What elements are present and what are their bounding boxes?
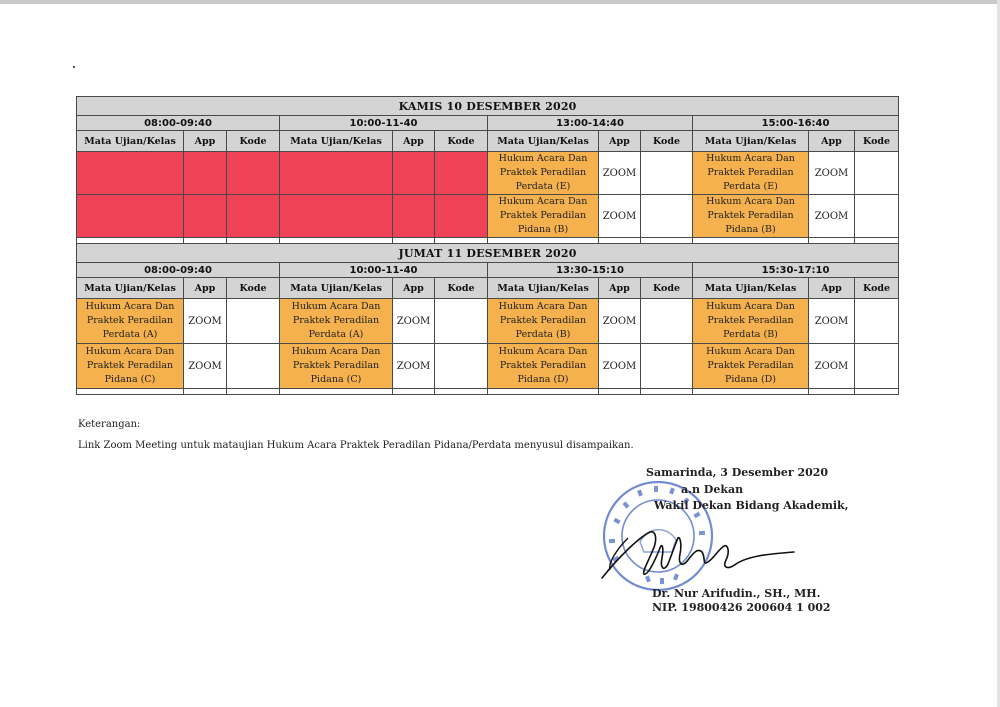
time-slot: 08:00-09:40: [77, 263, 280, 278]
column-header-app: App: [184, 278, 227, 299]
kode-cell: [855, 152, 899, 195]
signatory-name: Dr. Nur Arifudin., SH., MH.: [652, 587, 821, 600]
column-header-app: App: [809, 131, 855, 152]
app-cell: ZOOM: [599, 344, 641, 389]
exam-schedule-table: [76, 96, 899, 395]
column-header-subject: Mata Ujian/Kelas: [280, 278, 393, 299]
unavailable-cell: [435, 152, 488, 195]
column-header-subject: Mata Ujian/Kelas: [488, 131, 599, 152]
column-header-row: [77, 278, 899, 299]
column-header-kode: Kode: [227, 278, 280, 299]
column-header-kode: Kode: [855, 278, 899, 299]
column-header-kode: Kode: [641, 278, 693, 299]
column-header-app: App: [184, 131, 227, 152]
app-cell: ZOOM: [809, 195, 855, 238]
unavailable-cell: [227, 195, 280, 238]
subject-cell: Hukum Acara Dan Praktek Peradilan Perdata (E): [693, 152, 809, 195]
unavailable-cell: [77, 152, 184, 195]
subject-cell: Hukum Acara Dan Praktek Peradilan Pidana (D): [488, 344, 599, 389]
app-cell: ZOOM: [599, 299, 641, 344]
unavailable-cell: [435, 195, 488, 238]
unavailable-cell: [227, 152, 280, 195]
time-slot: 13:30-15:10: [488, 263, 693, 278]
subject-cell: Hukum Acara Dan Praktek Peradilan Pidana (C): [77, 344, 184, 389]
column-header-kode: Kode: [855, 131, 899, 152]
app-cell: ZOOM: [393, 299, 435, 344]
scan-speck: [73, 66, 75, 68]
table-row: [77, 344, 899, 389]
column-header-subject: Mata Ujian/Kelas: [693, 131, 809, 152]
column-header-subject: Mata Ujian/Kelas: [488, 278, 599, 299]
time-slot: 13:00-14:40: [488, 116, 693, 131]
day-header-row: [77, 97, 899, 116]
app-cell: ZOOM: [393, 344, 435, 389]
subject-cell: Hukum Acara Dan Praktek Peradilan Perdata (E): [488, 152, 599, 195]
column-header-kode: Kode: [641, 131, 693, 152]
day-header-row: [77, 244, 899, 263]
unavailable-cell: [280, 195, 393, 238]
handwritten-signature: [598, 518, 798, 590]
app-cell: ZOOM: [809, 344, 855, 389]
column-header-app: App: [393, 278, 435, 299]
column-header-subject: Mata Ujian/Kelas: [77, 278, 184, 299]
column-header-app: App: [809, 278, 855, 299]
app-cell: ZOOM: [809, 299, 855, 344]
column-header-kode: Kode: [435, 131, 488, 152]
subject-cell: Hukum Acara Dan Praktek Peradilan Pidana (B): [693, 195, 809, 238]
column-header-kode: Kode: [435, 278, 488, 299]
subject-cell: Hukum Acara Dan Praktek Peradilan Perdata (A): [280, 299, 393, 344]
app-cell: ZOOM: [184, 344, 227, 389]
signatory-nip: NIP. 19800426 200604 1 002: [652, 601, 831, 614]
time-slot-row: [77, 263, 899, 278]
time-slot: 15:00-16:40: [693, 116, 899, 131]
column-header-subject: Mata Ujian/Kelas: [77, 131, 184, 152]
column-header-subject: Mata Ujian/Kelas: [693, 278, 809, 299]
signature-place-date: Samarinda, 3 Desember 2020: [646, 466, 829, 479]
unavailable-cell: [393, 195, 435, 238]
subject-cell: Hukum Acara Dan Praktek Peradilan Pidana (D): [693, 344, 809, 389]
spacer-row: [77, 389, 899, 395]
kode-cell: [227, 344, 280, 389]
unavailable-cell: [184, 195, 227, 238]
notes-label: Keterangan:: [78, 419, 141, 430]
signature-position: Wakil Dekan Bidang Akademik,: [654, 499, 849, 512]
subject-cell: Hukum Acara Dan Praktek Peradilan Pidana (B): [488, 195, 599, 238]
app-cell: ZOOM: [184, 299, 227, 344]
column-header-app: App: [599, 278, 641, 299]
subject-cell: Hukum Acara Dan Praktek Peradilan Pidana (C): [280, 344, 393, 389]
column-header-kode: Kode: [227, 131, 280, 152]
unavailable-cell: [77, 195, 184, 238]
subject-cell: Hukum Acara Dan Praktek Peradilan Perdata (B): [488, 299, 599, 344]
table-row: [77, 195, 899, 238]
column-header-row: [77, 131, 899, 152]
day-title: KAMIS 10 DESEMBER 2020: [77, 97, 899, 116]
day-title: JUMAT 11 DESEMBER 2020: [77, 244, 899, 263]
kode-cell: [855, 299, 899, 344]
time-slot: 15:30-17:10: [693, 263, 899, 278]
kode-cell: [641, 299, 693, 344]
subject-cell: Hukum Acara Dan Praktek Peradilan Perdata (A): [77, 299, 184, 344]
kode-cell: [855, 195, 899, 238]
time-slot-row: [77, 116, 899, 131]
time-slot: 08:00-09:40: [77, 116, 280, 131]
notes-text: Link Zoom Meeting untuk mataujian Hukum Acara Praktek Peradilan Pidana/Perdata menyusul disampaikan.: [78, 440, 634, 451]
app-cell: ZOOM: [599, 195, 641, 238]
kode-cell: [435, 299, 488, 344]
time-slot: 10:00-11-40: [280, 116, 488, 131]
kode-cell: [641, 152, 693, 195]
kode-cell: [641, 344, 693, 389]
table-row: [77, 299, 899, 344]
subject-cell: Hukum Acara Dan Praktek Peradilan Perdata (B): [693, 299, 809, 344]
scan-top-edge: [0, 0, 1000, 4]
unavailable-cell: [184, 152, 227, 195]
kode-cell: [641, 195, 693, 238]
app-cell: ZOOM: [809, 152, 855, 195]
kode-cell: [435, 344, 488, 389]
signature-on-behalf: a.n Dekan: [681, 483, 744, 496]
kode-cell: [855, 344, 899, 389]
time-slot: 10:00-11-40: [280, 263, 488, 278]
table-row: [77, 152, 899, 195]
unavailable-cell: [393, 152, 435, 195]
column-header-app: App: [393, 131, 435, 152]
column-header-app: App: [599, 131, 641, 152]
app-cell: ZOOM: [599, 152, 641, 195]
column-header-subject: Mata Ujian/Kelas: [280, 131, 393, 152]
kode-cell: [227, 299, 280, 344]
unavailable-cell: [280, 152, 393, 195]
